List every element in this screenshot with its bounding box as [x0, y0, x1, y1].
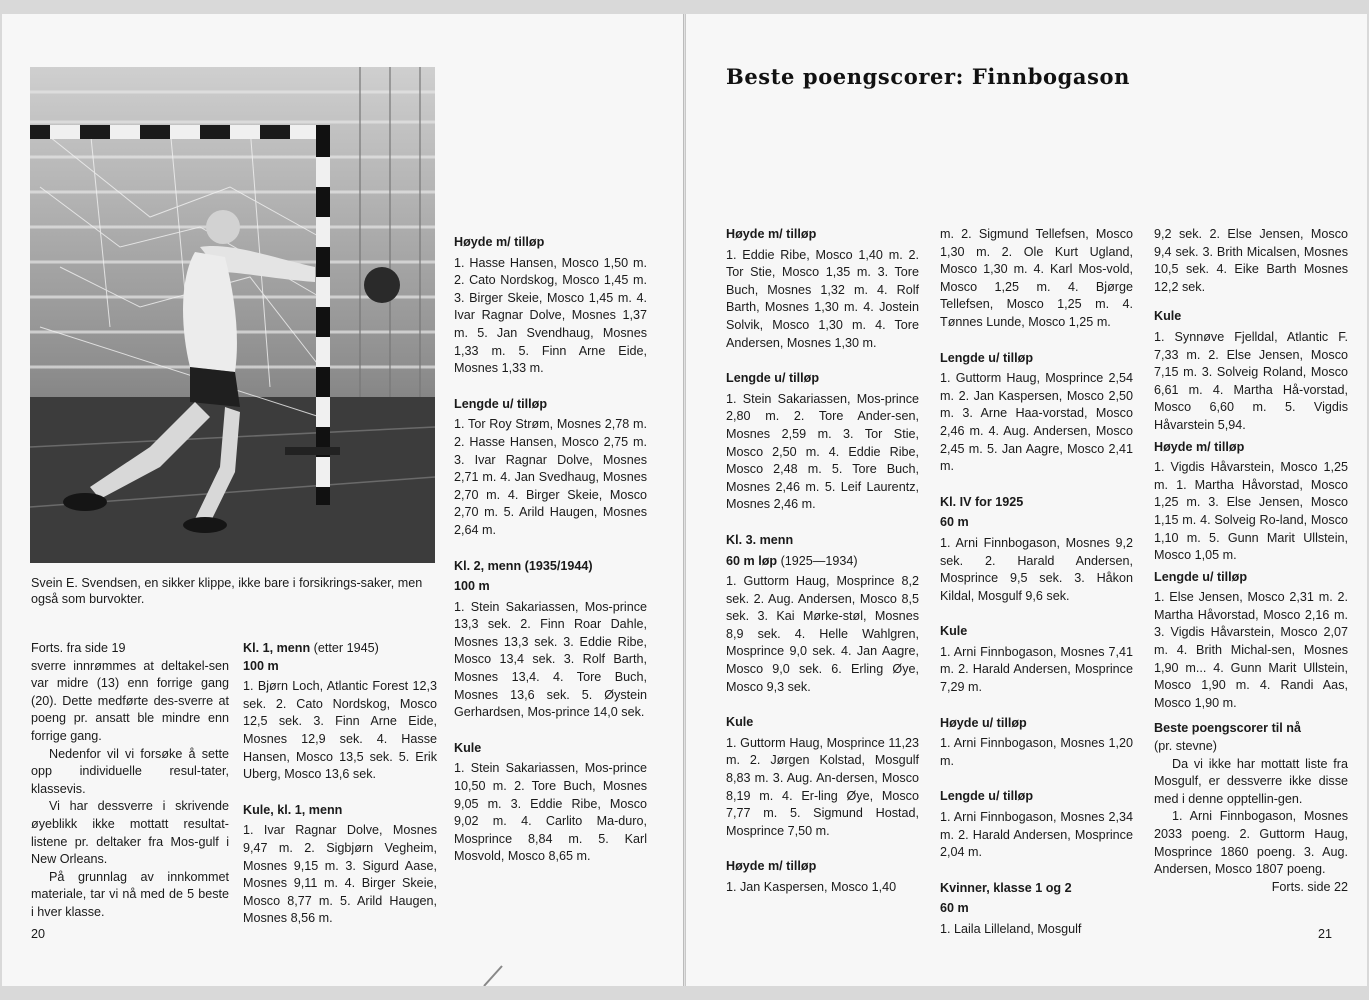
photo-caption: Svein E. Svendsen, en sikker klippe, ikke bare i forsikrings-saker, men også som burvokter. — [31, 576, 423, 606]
section-heading — [243, 640, 437, 658]
event-results: 1. Else Jensen, Mosco 2,31 m. 2. Martha Håvorstad, Mosco 2,16 m. 3. Vigdis Håvarstein, Mosco 2,07 m. 4. Brith Michal-sen, Mosnes 1,90 m... 4. Gunn Marit Ullstein, Mosco 1,90 m. 4. Randi Aas, Mosco 1,90 m. — [1154, 590, 1348, 710]
continued-from: Forts. fra side 19 — [31, 641, 126, 655]
event-title: Høyde m/ tilløp — [726, 859, 817, 874]
event-results: 1. Stein Sakariassen, Mos-prince 10,50 m. 2. Tore Buch, Mosnes 9,05 m. 3. Eddie Ribe, Mosco 9,02 m. 4. Carlito Ma-duro, Mosprince 8,84 m. 5. Karl Mosvold, Mosco 8,65 m. — [454, 761, 647, 864]
event-title: 60 m — [940, 901, 969, 916]
event-results: 1. Stein Sakariassen, Mos-prince 13,3 sek. 2. Finn Roar Dahle, Mosnes 13,3 sek. 3. Eddie Ribe, Mosco 13,4 sek. 3. Rolf Barth, Mosnes 13,4. 4. Tore Buch, Mosnes 13,6 sek. 5. Øystein Gerhardsen, Mos-prince 14,0 sek. — [454, 599, 647, 720]
section-heading: Kl. 3. menn — [726, 532, 794, 547]
event-results: 1. Guttorm Haug, Mosprince 8,2 sek. 2. Aug. Andersen, Mosco 8,5 sek. 3. Kai Mørke-støl, Mosnes 8,9 sek. 4. Helle Wahlgren, Mosprince 9,0 sek. 4. Jan Aagre, Mosco 9,0 sek. 6. Erling Øye, Mosco 9,3 sek. — [726, 574, 919, 694]
event-title: Lengde u/ tilløp — [454, 396, 548, 411]
results-column-right-3 — [1154, 226, 1348, 896]
event-title: Lengde u/ tilløp — [726, 371, 820, 386]
event-results: 1. Stein Sakariassen, Mos-prince 2,80 m. 2. Tore Ander-sen, Mosnes 2,59 m. 3. Tor Stie, Mosco 2,50 m. 4. Eddie Ribe, Mosco 2,48 m. 5. Tore Buch, Mosnes 2,46 m. 5. Leif Laurentz, Mosnes 2,46 m. — [726, 391, 919, 512]
event-results: 1. Vigdis Håvarstein, Mosco 1,25 m. 1. Martha Håvorstad, Mosco 1,25 m. 3. Else Jensen, Mosco 1,15 m. 4. Solveig Ro-land, Mosco 1,10 m. 5. Gunn Marit Ullstein, Mosco 1,05 m. — [1154, 460, 1348, 563]
intro-paragraph: På grunnlag av innkommet materiale, tar vi nå med de 5 beste i hver klasse. — [31, 869, 229, 919]
event-title: Høyde u/ tilløp — [940, 715, 1027, 730]
section-subheading: (pr. stevne) — [1154, 739, 1217, 754]
class1-column — [243, 640, 437, 928]
intro-column — [31, 640, 229, 922]
event-results: 1. Eddie Ribe, Mosco 1,40 m. 2. Tor Stie, Mosco 1,35 m. 3. Tore Buch, Mosnes 1,32 m. 4. Rolf Barth, Mosnes 1,30 m. 4. Jostein Solvik, Mosco 1,30 m. 4. Tore Andersen, Mosnes 1,30 m. — [726, 247, 919, 350]
results-column-right-2 — [940, 226, 1133, 939]
sub-bold: 60 m løp — [726, 553, 778, 568]
event-title: 100 m — [243, 658, 279, 673]
event-title: Lengde u/ tilløp — [940, 789, 1034, 804]
event-results: 1. Arni Finnbogason, Mosnes 1,20 m. — [940, 736, 1133, 768]
event-results: 1. Arni Finnbogason, Mosnes 7,41 m. 2. Harald Andersen, Mosprince 7,29 m. — [940, 644, 1133, 695]
event-results: 1. Jan Kaspersen, Mosco 1,40 — [726, 880, 897, 894]
event-title: Kule, kl. 1, menn — [243, 802, 343, 817]
note-paragraph: Da vi ikke har mottatt liste fra Mosgulf, er dessverre ikke disse med i denne opptellin-gen. — [1154, 756, 1348, 806]
event-title: 100 m — [454, 579, 490, 594]
intro-paragraph: Nedenfor vil vi forsøke å sette opp individuelle resul-tater, klassevis. — [31, 746, 229, 796]
sub-rest: (1925—1934) — [777, 553, 858, 568]
event-title: Lengde u/ tilløp — [940, 350, 1034, 365]
heading-rest: (etter 1945) — [310, 641, 379, 655]
event-results: 1. Arni Finnbogason, Mosnes 9,2 sek. 2. Harald Andersen, Mosprince 9,5 sek. 3. Håkon Kildal, Mosgulf 9,6 sek. — [940, 535, 1133, 603]
event-title: 60 m — [940, 515, 969, 530]
event-title: Kule — [1154, 309, 1182, 324]
event-results: 1. Ivar Ragnar Dolve, Mosnes 9,47 m. 2. Sigbjørn Vegheim, Mosnes 9,15 m. 3. Sigurd Aase, Mosnes 9,11 m. 4. Birger Skeie, Mosco 8,77 m. 5. Arild Haugen, Mosnes 8,56 m. — [243, 823, 437, 926]
section-heading: Kvinner, klasse 1 og 2 — [940, 880, 1072, 895]
page-number: 21 — [1318, 927, 1333, 941]
results-column-left-3 — [454, 234, 647, 866]
event-results: 1. Laila Lilleland, Mosgulf — [940, 922, 1082, 936]
event-title: Kule — [726, 715, 754, 730]
event-results: m. 2. Sigmund Tellefsen, Mosco 1,30 m. 2. Ole Kurt Ugland, Mosco 1,30 m. 4. Karl Mos-vold, Mosco 1,25 m. 4. Bjørge Tellefsen, Mosco 1,25 m. 4. Tønnes Lunde, Mosco 1,25 m. — [940, 227, 1133, 329]
event-title: Høyde m/ tilløp — [1154, 439, 1245, 454]
page-title: Beste poengscorer: Finnbogason — [726, 64, 1130, 89]
pen-mark-icon — [480, 960, 510, 986]
event-results: 1. Bjørn Loch, Atlantic Forest 12,3 sek. 2. Cato Nordskog, Mosco 12,5 sek. 3. Finn Arne Eide, Mosnes 12,9 sek. 4. Hasse Hansen, Mosco 13,5 sek. 5. Erik Uberg, Mosco 13,6 sek. — [243, 679, 437, 782]
event-title — [726, 553, 919, 571]
intro-paragraph: Vi har dessverre i skrivende øyeblikk ikke mottatt resultat-listene pr. deltaker fra Mos-gulf i New Orleans. — [31, 799, 229, 867]
right-page — [686, 14, 1367, 986]
ranking-paragraph: 1. Arni Finnbogason, Mosnes 2033 poeng. 2. Guttorm Haug, Mosprince 1860 poeng. 3. Aug. Andersen, Mosco 1807 poeng. — [1154, 809, 1348, 877]
event-title: Lengde u/ tilløp — [1154, 569, 1248, 584]
event-title: Høyde m/ tilløp — [454, 235, 545, 249]
event-results: 9,2 sek. 2. Else Jensen, Mosco 9,4 sek. 3. Brith Micalsen, Mosnes 10,5 sek. 4. Eike Barth Mosnes 12,2 sek. — [1154, 227, 1348, 294]
section-heading: Kl. 2, menn (1935/1944) — [454, 558, 593, 573]
event-results: 1. Synnøve Fjelldal, Atlantic F. 7,33 m. 2. Else Jensen, Mosco 7,15 m. 3. Solveig Roland, Mosco 6,61 m. 4. Martha Hå-vorstad, Mosco 6,60 m. 5. Vigdis Håvarstein 5,94. — [1154, 329, 1348, 432]
left-page — [2, 14, 684, 986]
event-title: Kule — [940, 624, 968, 639]
heading-bold: Kl. 1, menn — [243, 641, 311, 655]
event-results: 1. Hasse Hansen, Mosco 1,50 m. 2. Cato Nordskog, Mosco 1,45 m. 3. Birger Skeie, Mosco 1,45 m. 4. Ivar Ragnar Dolve, Mosnes 1,37 m. 5. Jan Svendhaug, Mosnes 1,33 m. 5. Finn Arne Eide, Mosnes 1,33 m. — [454, 255, 647, 376]
event-results: 1. Guttorm Haug, Mosprince 2,54 m. 2. Jan Kaspersen, Mosco 2,50 m. 3. Arne Haa-vorstad, Mosco 2,46 m. 4. Aug. Andersen, Mosco 2,45 m. 5. Jan Aagre, Mosco 2,41 m. — [940, 371, 1133, 474]
section-heading: Kl. IV for 1925 — [940, 494, 1024, 509]
handball-goalkeeper-photo — [30, 67, 435, 563]
event-title: Høyde m/ tilløp — [726, 227, 817, 241]
intro-paragraph: sverre innrømmes at deltakel-sen var midre (13) enn forrige gang (20). Dette medførte des-sverre at poeng pr. ansatt ble mindre enn forrige gang. — [31, 658, 229, 743]
event-results: 1. Arni Finnbogason, Mosnes 2,34 m. 2. Harald Andersen, Mosprince 2,04 m. — [940, 810, 1133, 860]
event-results: 1. Tor Roy Strøm, Mosnes 2,78 m. 2. Hasse Hansen, Mosco 2,75 m. 3. Ivar Ragnar Dolve, Mosnes 2,71 m. 4. Jan Svedhaug, Mosnes 2,70 m. 4. Birger Skeie, Mosco 2,70 m. 5. Arild Haugen, Mosnes 2,64 m. — [454, 417, 647, 537]
results-column-right-1 — [726, 226, 919, 897]
continued-on: Forts. side 22 — [1271, 879, 1348, 894]
page-number: 20 — [31, 927, 46, 941]
event-title: Kule — [454, 740, 482, 755]
event-results: 1. Guttorm Haug, Mosprince 11,23 m. 2. Jørgen Kolstad, Mosgulf 8,83 m. 3. Aug. An-dersen, Mosco 8,19 m. 4. Er-ling Øye, Mosco 7,77 m. 5. Sigmund Hostad, Mosprince 7,50 m. — [726, 735, 919, 838]
section-heading: Beste poengscorer til nå — [1154, 721, 1301, 736]
